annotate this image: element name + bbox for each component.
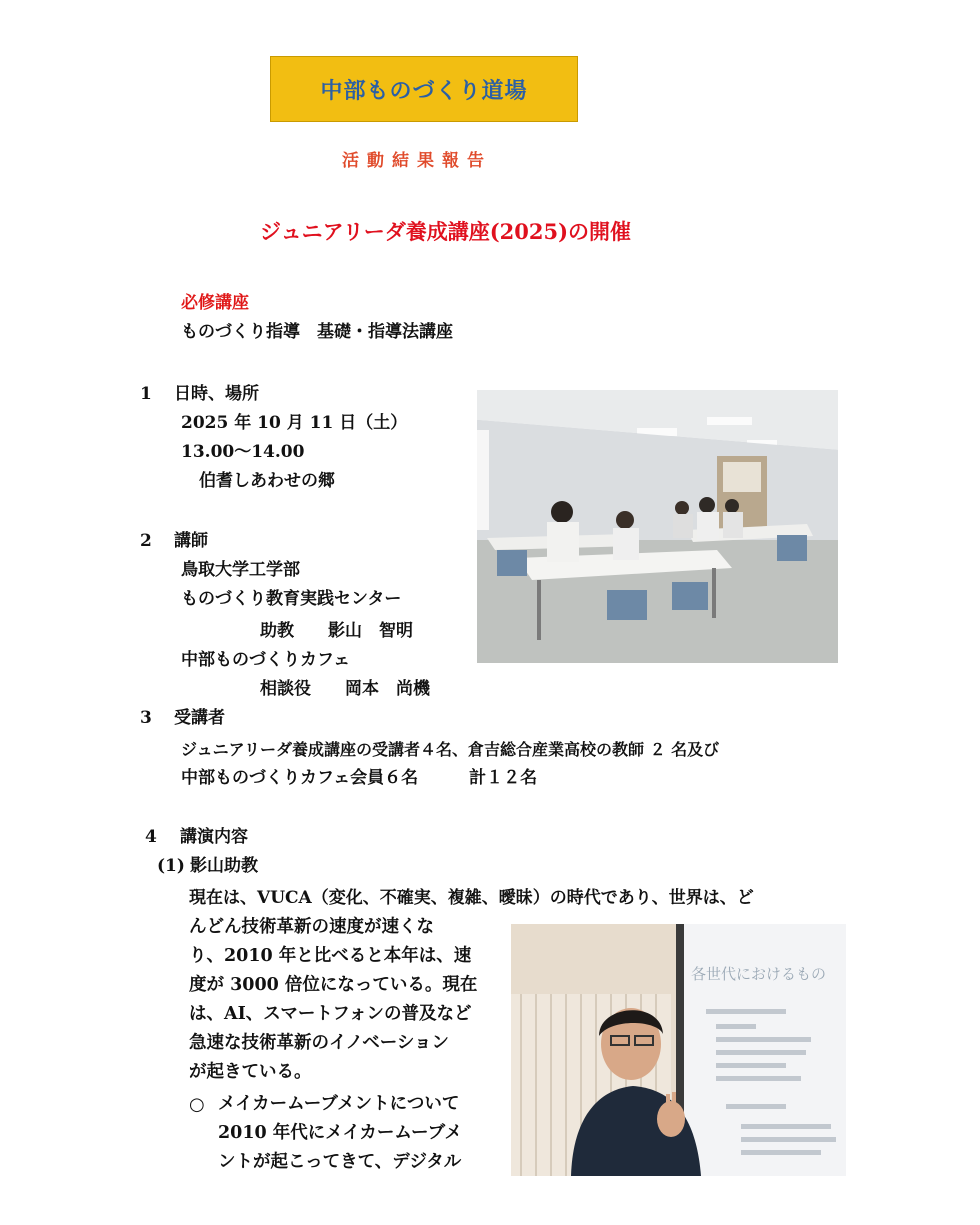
subsection-1-number: (1) [157, 856, 185, 876]
report-subtitle: 活動結果報告 [342, 151, 492, 171]
slide-title-text: 各世代におけるもの [691, 965, 827, 983]
section-3-heading: 受講者 [174, 708, 225, 728]
instructor-org-2: ものづくり教育実践センター [181, 589, 402, 609]
page-title: ジュニアリーダ養成講座(2025)の開催 [260, 219, 632, 244]
bullet-line-1: メイカームーブメントについて [218, 1094, 460, 1114]
instructor-org-1: 鳥取大学工学部 [181, 560, 300, 580]
event-place: 伯耆しあわせの郷 [199, 471, 335, 491]
header-banner [270, 56, 578, 122]
classroom-photo [477, 390, 838, 663]
bullet-circle-icon: ○ [189, 1094, 205, 1115]
lecture-para-line-7: が起きている。 [189, 1062, 312, 1082]
lecturer-photo-image [511, 924, 846, 1176]
lecture-para-line-6: 急速な技術革新のイノベーション [189, 1033, 450, 1053]
participants-line-2: 中部ものづくりカフェ会員６名 計１２名 [181, 768, 538, 788]
banner-text: 中部ものづくり道場 [320, 78, 528, 104]
event-time: 13.00～14.00 [181, 442, 305, 462]
bullet-line-3: ントが起こってきて、デジタル [218, 1152, 462, 1172]
section-4-heading: 講演内容 [180, 827, 248, 847]
section-2-number: 2 [140, 531, 152, 551]
lecture-para-line-5: は、AI、スマートフォンの普及など [189, 1004, 472, 1024]
required-label: 必修講座 [181, 293, 249, 313]
instructor-2: 相談役 岡本 尚機 [260, 679, 430, 699]
participants-line-1: ジュニアリーダ養成講座の受講者４名、倉吉総合産業高校の教師 ２ 名及び [181, 740, 720, 759]
lecturer-photo [511, 924, 846, 1176]
section-4-number: 4 [145, 827, 157, 847]
lecture-para-line-1: 現在は、VUCA（変化、不確実、複雑、曖昧）の時代であり、世界は、ど [189, 888, 754, 908]
required-course-name: ものづくり指導 基礎・指導法講座 [181, 322, 453, 342]
lecture-para-line-3: り、2010 年と比べると本年は、速 [189, 946, 472, 966]
section-1-number: 1 [140, 384, 152, 404]
section-2-heading: 講師 [174, 531, 208, 551]
subsection-1-heading: 影山助教 [190, 856, 258, 876]
classroom-photo-image [477, 390, 838, 663]
bullet-line-2: 2010 年代にメイカームーブメ [218, 1123, 462, 1143]
event-date: 2025 年 10 月 11 日（土） [181, 413, 408, 433]
lecture-para-line-2: んどん技術革新の速度が速くな [189, 917, 434, 937]
section-3-number: 3 [140, 708, 152, 728]
section-1-heading: 日時、場所 [174, 384, 259, 404]
instructor-org-3: 中部ものづくりカフェ [181, 650, 351, 670]
lecture-para-line-4: 度が 3000 倍位になっている。現在 [189, 975, 478, 995]
instructor-1: 助教 影山 智明 [260, 621, 413, 641]
